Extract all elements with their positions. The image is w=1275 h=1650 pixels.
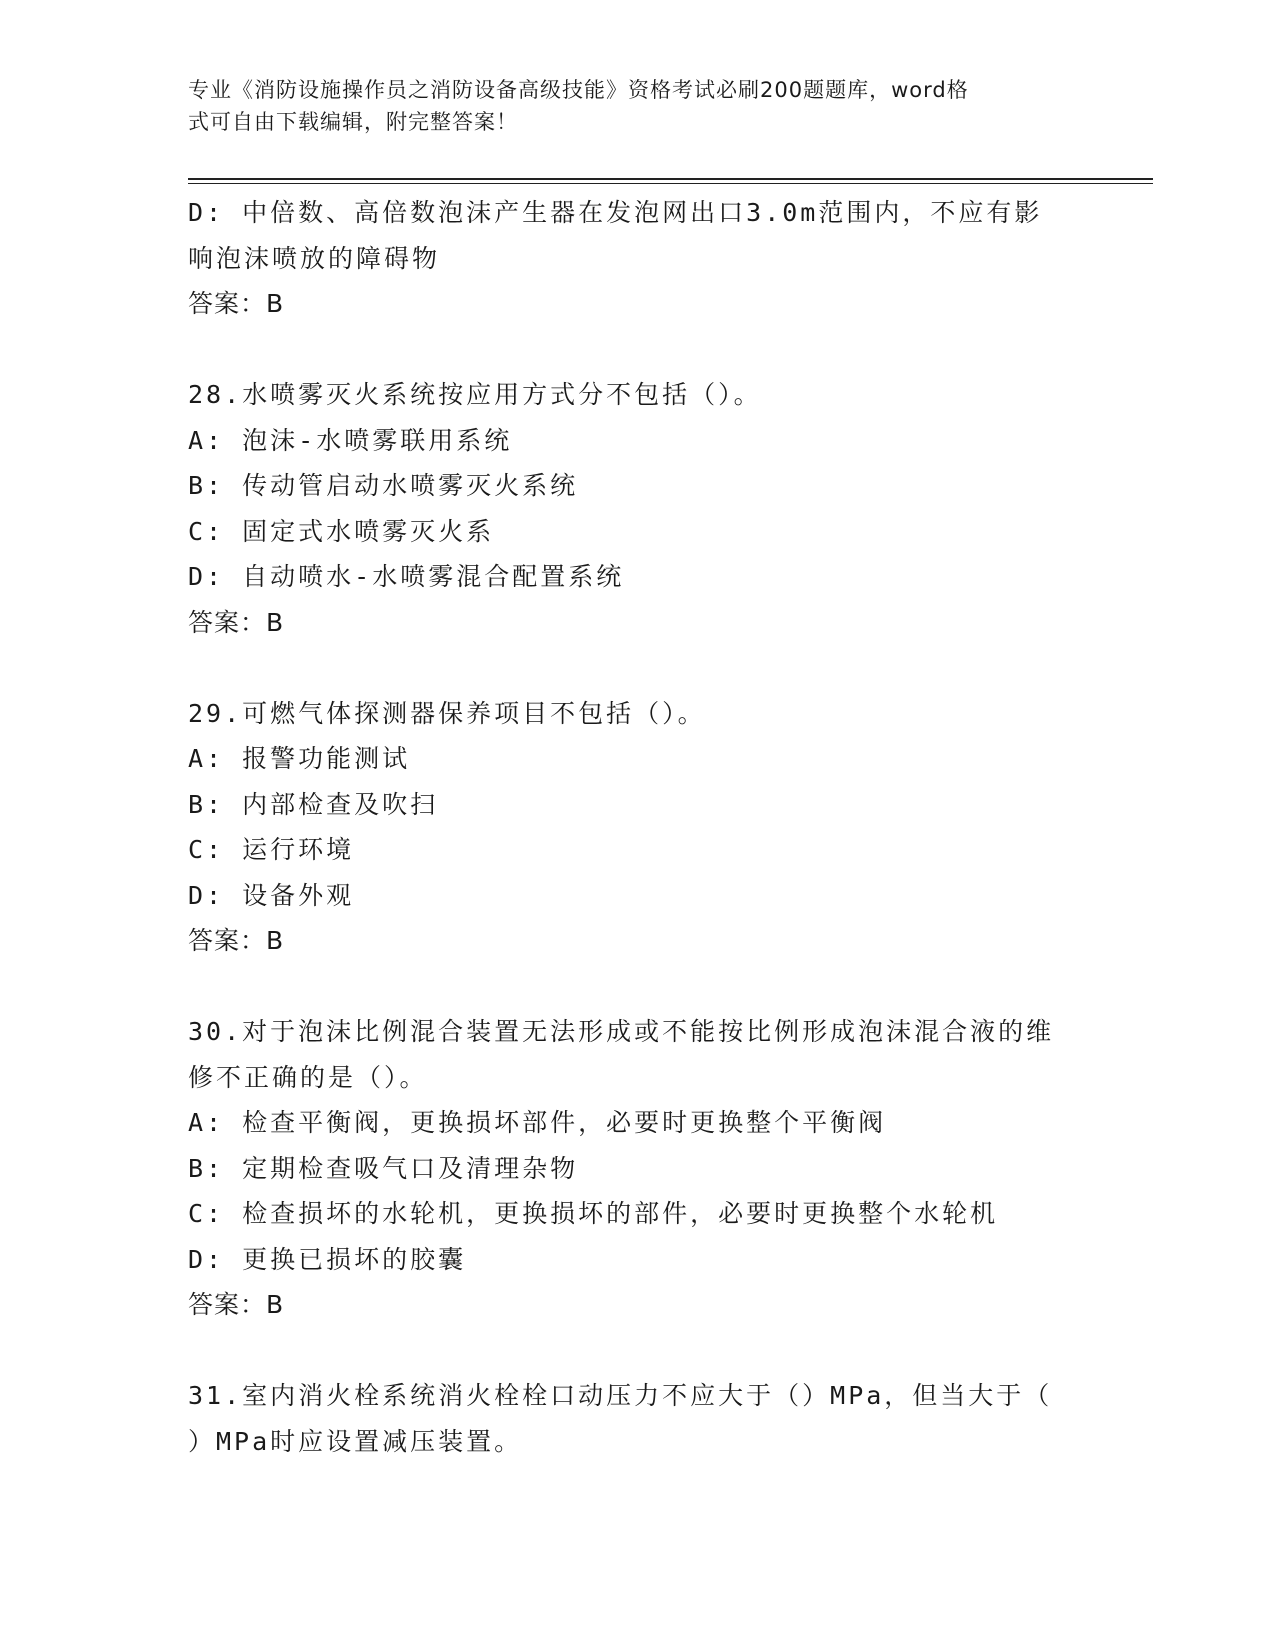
question-text: 30.对于泡沫比例混合装置无法形成或不能按比例形成泡沫混合液的维 <box>188 1017 1055 1046</box>
question-text: 31.室内消火栓系统消火栓栓口动压力不应大于（）MPa，但当大于（ <box>188 1381 1053 1410</box>
option-d: D: 自动喷水-水喷雾混合配置系统 <box>188 562 625 591</box>
question-text: 28.水喷雾灭火系统按应用方式分不包括（）。 <box>188 380 762 409</box>
option-a: A: 泡沫-水喷雾联用系统 <box>188 425 513 455</box>
option-b: B: 内部检查及吹扫 <box>188 789 439 819</box>
answer: 答案：B <box>188 926 285 955</box>
option-d-continued: 响泡沫喷放的障碍物 <box>188 243 441 273</box>
option-c: C: 固定式水喷雾灭火系 <box>188 516 495 546</box>
question-text: 29.可燃气体探测器保养项目不包括（）。 <box>188 698 706 728</box>
question-29 <box>188 691 1088 964</box>
header-line-1: 专业《消防设施操作员之消防设备高级技能》资格考试必刷200题题库，word格 <box>188 78 969 102</box>
header-line-2: 式可自由下载编辑，附完整答案！ <box>188 110 518 134</box>
answer: 答案：B <box>188 289 285 318</box>
header-divider-thin <box>188 183 1153 184</box>
question-27-tail <box>188 190 1088 327</box>
document-header <box>188 74 1068 138</box>
question-28 <box>188 372 1088 645</box>
option-a: A: 报警功能测试 <box>188 744 411 773</box>
question-30 <box>188 1009 1088 1328</box>
option-d: D: 设备外观 <box>188 880 355 910</box>
header-divider-thick <box>188 178 1153 180</box>
option-b: B: 传动管启动水喷雾灭火系统 <box>188 471 579 500</box>
option-d: D: 更换已损坏的胶囊 <box>188 1244 467 1274</box>
answer: 答案：B <box>188 1290 285 1319</box>
option-a: A: 检查平衡阀，更换损坏部件，必要时更换整个平衡阀 <box>188 1108 887 1137</box>
question-text-continued: 修不正确的是（）。 <box>188 1062 428 1092</box>
question-31 <box>188 1373 1088 1464</box>
answer: 答案：B <box>188 607 285 637</box>
question-list <box>188 190 1088 1464</box>
question-text-continued: ）MPa时应设置减压装置。 <box>188 1426 523 1456</box>
option-d: D: 中倍数、高倍数泡沫产生器在发泡网出口3.0m范围内，不应有影 <box>188 198 1043 227</box>
option-c: C: 运行环境 <box>188 835 355 864</box>
option-b: B: 定期检查吸气口及清理杂物 <box>188 1153 579 1183</box>
option-c: C: 检查损坏的水轮机，更换损坏的部件，必要时更换整个水轮机 <box>188 1199 999 1228</box>
